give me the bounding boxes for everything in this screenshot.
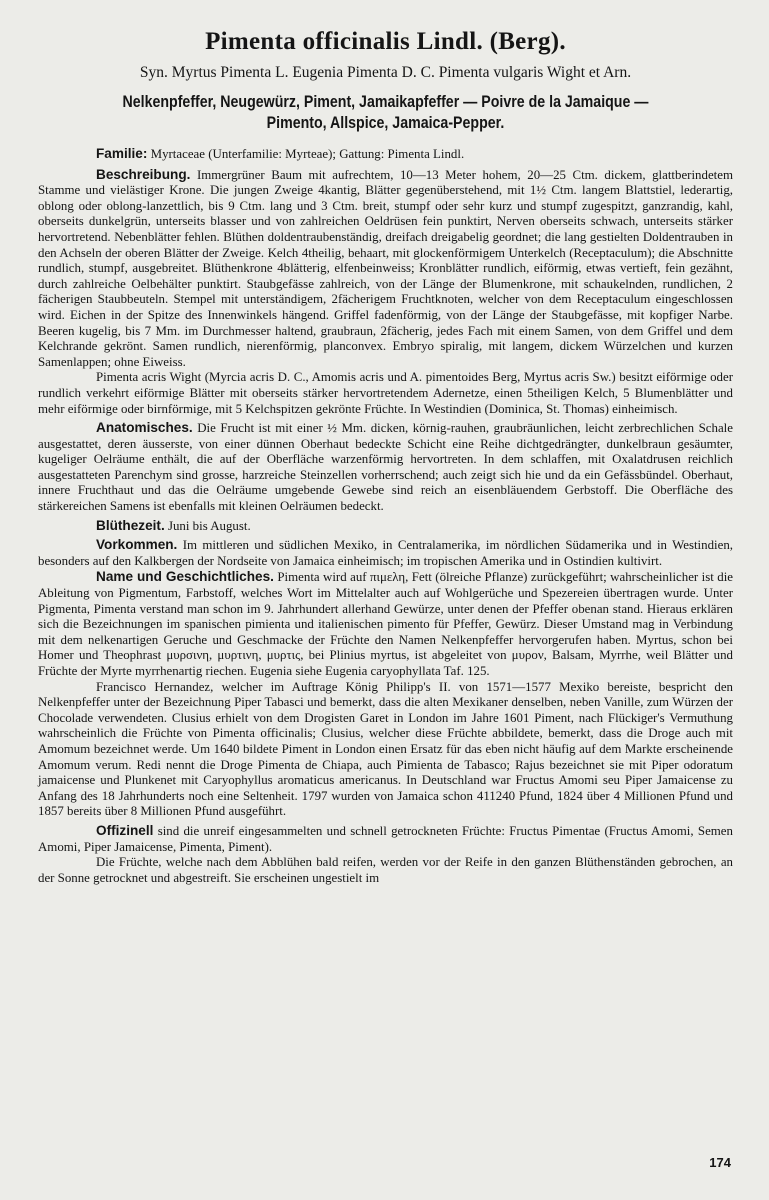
fruechte-text: Die Früchte, welche nach dem Abblühen bald reifen, werden vor der Reife in den ganzen Blüthenständen gebrochen, an der Sonne getrocknet und abgestreift. Sie erscheinen ungestielt im (38, 855, 733, 885)
name-text: Pimenta wird auf πιμελη, Fett (ölreiche Pflanze) zurückgeführt; wahrscheinlicher ist die Ableitung von Pigmentum, Farbstoff, welches Wort im Mittelalter auch auf Wohlgerüche und Spezereien übertragen wurde. Unter Pigmenta, Pimenta verstand man schon im 9. Jahrhundert allerhand Gewürze, unter denen der Pfeffer obenan stand. Hieraus erklären sich die Bezeichnungen im spanischen pimienta und italienischen pimento für Pfeffer, Gewürz. Dieser Umstand mag in Verbindung mit dem nelkenartigen Geruche und Geschmacke der Früchte den Namen Nelkenpfeffer hervorgerufen haben. Myrtus, schon bei Homer und Theophrast μυρσινη, μυρτινη, μυρτις, bei Plinius myrtus, ist abgeleitet von μυρον, Balsam, Myrrhe, weil Blätter und Früchte der Myrte myrrhenartig riechen. Eugenia siehe Eugenia caryophyllata Taf. 125. (38, 570, 733, 678)
bluethezeit-text: Juni bis August. (167, 518, 251, 533)
page-number: 174 (709, 1155, 731, 1170)
section-familie (38, 146, 733, 163)
section-name-geschichtliches (38, 569, 733, 679)
offizinell-heading: Offizinell (96, 822, 154, 838)
section-offizinell (38, 823, 733, 855)
beschreibung-heading: Beschreibung. (96, 166, 191, 182)
section-hernandez (38, 680, 733, 820)
section-acris (38, 370, 733, 417)
beschreibung-text: Immergrüner Baum mit aufrechtem, 10—13 Meter hohem, 20—25 Ctm. dickem, glattberindetem Stamme und vielästiger Krone. Die jungen Zweige 4kantig, Blätter gegenüberstehend, mit 1½ Ctm. langem Blattstiel, lederartig, oblong oder oblong-lanzettlich, bis 9 Ctm. lang und 3 Ctm. breit, stumpf oder sehr kurz und stumpf zugespitzt, ganzrandig, kahl, oberseits dunkelgrün, unterseits blasser und von zahlreichen Oeldrüsen fein punktirt, Nerven oberseits schwach, unterseits stärker hervortretend. Nebenblätter fehlen. Blüthen doldentraubenständig, dreifach dreigabelig geordnet; die lang gestielten Doldentrauben in den Achseln der oberen Blätter der Zweige. Kelch 4theilig, behaart, mit glockenförmigem Unterkelch (Receptaculum); die Abschnitte rundlich, stumpf, ausgebreitet. Blüthenkrone 4blätterig, elfenbeinweiss; Kronblätter rundlich, eiförmig, etwas vertieft, fein gezähnt, durch zahlreiche Oelbehälter punktirt. Staubgefässe zahlreich, von der Länge der Blumenkrone, mit schaukelnden, rundlichen, 2 fächerigen Staubbeuteln. Stempel mit unterständigem, 2fächerigem Fruchtknoten, welcher von dem Receptaculum eingeschlossen wird. Eichen in der Spitze des Innenwinkels hängend. Griffel fadenförmig, von der Länge der Staubgefässe, mit kopfiger Narbe. Beeren kugelig, bis 7 Mm. im Durchmesser haltend, graubraun, 2fächerig, jedes Fach mit einem Samen, von dem Griffel und dem Kelchrande gekrönt. Samen rundlich, nierenförmig, planconvex. Embryo spiralig, mit langem, dickem Würzelchen und kurzen Samenlappen; ohne Eiweiss. (38, 167, 733, 369)
section-vorkommen (38, 537, 733, 569)
common-names-line-1: Nelkenpfeffer, Neugewürz, Piment, Jamaikapfeffer — Poivre de la Jamaique — (122, 93, 649, 111)
section-fruechte (38, 855, 733, 886)
section-beschreibung (38, 167, 733, 371)
synonyms-line: Syn. Myrtus Pimenta L. Eugenia Pimenta D. C. Pimenta vulgaris Wight et Arn. (139, 64, 632, 81)
vorkommen-text: Im mittleren und südlichen Mexiko, in Centralamerika, im nördlichen Südamerika und in Westindien, besonders auf den Kalkbergen der Nordseite von Jamaica einheimisch; im tropischen Amerika und in Ostindien kultivirt. (38, 538, 733, 568)
name-heading: Name und Geschichtliches. (96, 569, 274, 585)
vorkommen-heading: Vorkommen. (96, 537, 178, 553)
anatomisches-heading: Anatomisches. (96, 420, 193, 436)
section-bluethezeit (38, 518, 733, 535)
bluethezeit-heading: Blüthezeit. (96, 517, 165, 533)
common-names-line-2: Pimento, Allspice, Jamaica-Pepper. (266, 114, 505, 132)
section-anatomisches (38, 420, 733, 515)
offizinell-text: sind die unreif eingesammelten und schnell getrockneten Früchte: Fructus Pimentae (Fructus Amomi, Semen Amomi, Piper Jamaicense, Pimenta, Piment). (38, 823, 733, 854)
common-names (87, 92, 685, 134)
familie-text: Myrtaceae (Unterfamilie: Myrteae); Gattung: Pimenta Lindl. (150, 147, 465, 161)
hernandez-text: Francisco Hernandez, welcher im Auftrage König Philipp's II. von 1571—1577 Mexiko bereiste, bespricht den Nelkenpfeffer unter der Bezeichnung Piper Tabasci und bemerkt, dass die alten Mexikaner denselben, neben Vanille, zum Würzen der Chocolade verwendeten. Clusius erhielt von dem Drogisten Garet in London im Jahre 1601 Piment, nach Flückiger's Vermuthung wahrscheinlich die Früchte von Pimenta officinalis; Clusius, welcher diese Früchte abbildete, bemerkt, dass die Droge auch mit Amomum bezeichnet werde. Um 1640 bildete Piment in London einen Ersatz für das eben nicht häufig auf dem Markte erscheinende Amomum verum. Redi nennt die Droge Pimenta de Chiapa, auch Pimienta de Tabasco; Rajus bezeichnet sie mit Piper odoratum jamaicense und Plunkenet mit Caryophyllus aromaticus americanus. In Deutschland war Fructus Amomi seu Piper Jamaicense zu Anfang des 18 Jahrhunderts noch eine Seltenheit. 1797 wurden von Jamaica schon 411240 Pfund, 1824 über 4 Millionen Pfund und 1857 bereits über 8 Millionen Pfund ausgeführt. (38, 679, 733, 819)
familie-heading: Familie: (96, 146, 148, 161)
anatomisches-text: Die Frucht ist mit einer ½ Mm. dicken, körnig-rauhen, graubräunlichen, leicht zerbrechlichen Schale ausgestattet, deren äusserste, von einer dünnen Oberhaut bedeckte Schicht eine Reihe dichtgedrängter, dunkelbraun gesäumter, kugeliger Oelräume enthält, die auf der Oberfläche warzenförmig hervortreten. In dem schlaffen, mit Oxalatdrusen reichlich ausgestatteten Parenchym sind grosse, harzreiche Steinzellen vorherrschend; auch zeigt sich hie und da ein Gefässbündel. Oberhaut, innere Fruchthaut und das die Oelräume umgebende Gewebe sind reich an eisenbläuendem Gerbstoff. Die Oberfläche des stärkereichen Samens ist ebenfalls mit kleinen Oelräumen bedeckt. (38, 421, 733, 514)
acris-text: Pimenta acris Wight (Myrcia acris D. C., Amomis acris und A. pimentoides Berg, Myrtus acris Sw.) besitzt eiförmige oder rundlich verkehrt eiförmige Blätter mit oberseits stärker hervortretendem Adernetze, einen 5theiligen Kelch, 5 Blumenblätter und mehr eiförmige oder birnförmige, mit 5 Kelchspitzen gekrönte Früchte. In Westindien (Dominica, St. Thomas) einheimisch. (38, 370, 733, 416)
page-title: Pimenta officinalis Lindl. (Berg). (205, 28, 566, 55)
